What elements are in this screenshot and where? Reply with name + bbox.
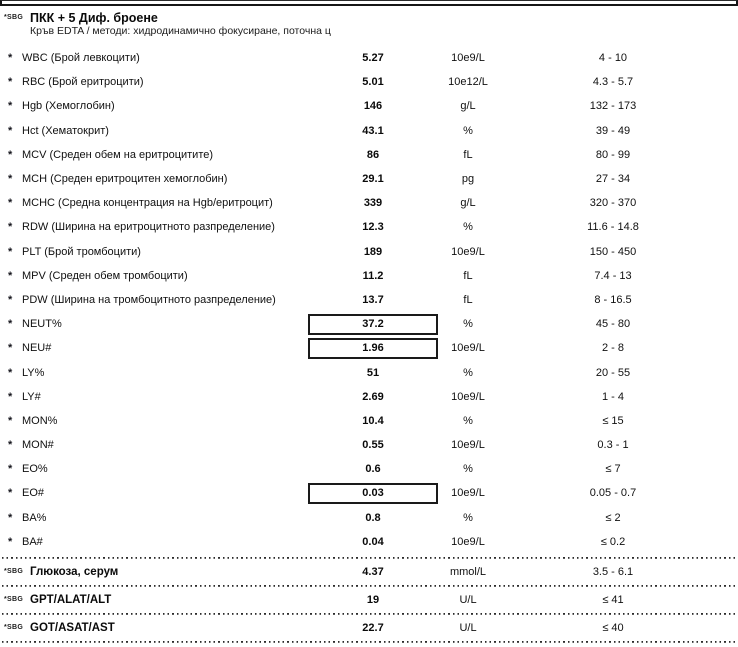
unit-label: fL [463, 148, 473, 161]
result-value: 5.27 [362, 52, 384, 65]
unit-label: % [463, 366, 473, 379]
result-value-cell [308, 215, 438, 239]
result-value-cell [308, 70, 438, 94]
unit-label: U/L [459, 621, 477, 634]
panel-title: ПКК + 5 Диф. броене [30, 10, 158, 25]
lab-result-row [0, 46, 738, 70]
lab-result-row [0, 433, 738, 457]
unit-label: 10e9/L [451, 487, 485, 500]
panel-header [0, 6, 738, 25]
reference-range: ≤ 15 [602, 414, 624, 427]
result-value: 37.2 [308, 314, 438, 335]
abnormal-flag: * [8, 487, 13, 500]
reference-range: ≤ 0.2 [600, 535, 626, 548]
result-value: 5.01 [362, 76, 384, 89]
parameter-name: NEU# [22, 342, 52, 355]
lab-code-badge: *SBG [4, 14, 24, 21]
result-value: 0.8 [365, 511, 381, 524]
parameter-name: Hct (Хематокрит) [22, 124, 109, 137]
result-value: 13.7 [362, 293, 384, 306]
abnormal-flag: * [8, 245, 13, 258]
chemistry-results-section [0, 557, 738, 643]
chemistry-result-row [0, 587, 738, 613]
test-name: GOT/ASAT/AST [30, 621, 115, 634]
abnormal-flag: * [8, 124, 13, 137]
abnormal-flag: * [8, 535, 13, 548]
result-value: 0.03 [308, 483, 438, 504]
specimen-method-note: Кръв EDTA / методи: хидродинамично фокусиране, поточна ц [30, 25, 331, 37]
result-value-cell [308, 264, 438, 288]
parameter-name: EO% [22, 463, 48, 476]
reference-range: 2 - 8 [601, 342, 624, 355]
parameter-name: PDW (Ширина на тромбоцитното разпределение) [22, 293, 276, 306]
result-value-cell [308, 559, 438, 585]
result-value: 11.2 [362, 269, 384, 282]
unit-label: fL [463, 293, 473, 306]
unit-label: 10e9/L [451, 390, 485, 403]
result-value-cell [308, 312, 438, 336]
reference-range: 11.6 - 14.8 [587, 221, 639, 234]
lab-result-row [0, 167, 738, 191]
reference-range: 7.4 - 13 [594, 269, 632, 282]
lab-result-row [0, 336, 738, 360]
result-value: 2.69 [362, 390, 384, 403]
lab-code-badge: *SBG [4, 596, 24, 604]
lab-result-row [0, 530, 738, 554]
abnormal-flag: * [8, 221, 13, 234]
lab-result-row [0, 215, 738, 239]
abnormal-flag: * [8, 100, 13, 113]
result-value: 146 [363, 100, 383, 113]
reference-range: ≤ 40 [602, 621, 624, 634]
lab-result-row [0, 191, 738, 215]
unit-label: 10e12/L [448, 76, 488, 89]
reference-range: ≤ 7 [605, 463, 621, 476]
parameter-name: RDW (Ширина на еритроцитното разпределение) [22, 221, 275, 234]
parameter-name: NEUT% [22, 318, 62, 331]
result-value: 0.55 [362, 439, 384, 452]
reference-range: 0.3 - 1 [597, 439, 629, 452]
result-value-cell [308, 457, 438, 481]
abnormal-flag: * [8, 76, 13, 89]
test-name: GPT/ALAT/ALT [30, 593, 112, 606]
abnormal-flag: * [8, 390, 13, 403]
result-value-cell [308, 191, 438, 215]
parameter-name: PLT (Брой тромбоцити) [22, 245, 141, 258]
abnormal-flag: * [8, 197, 13, 210]
reference-range: 45 - 80 [595, 318, 631, 331]
unit-label: % [463, 414, 473, 427]
result-value: 4.37 [362, 565, 384, 578]
unit-label: % [463, 221, 473, 234]
test-name: Глюкоза, серум [30, 565, 119, 578]
parameter-name: LY% [22, 366, 45, 379]
result-value: 189 [363, 245, 383, 258]
reference-range: 1 - 4 [601, 390, 624, 403]
lab-code-badge: *SBG [4, 624, 24, 632]
parameter-name: EO# [22, 487, 45, 500]
reference-range: 0.05 - 0.7 [589, 487, 637, 500]
reference-range: 3.5 - 6.1 [592, 565, 634, 578]
reference-range: 150 - 450 [589, 245, 637, 258]
lab-code-badge: *SBG [4, 568, 24, 576]
lab-result-row [0, 481, 738, 505]
parameter-name: MON% [22, 414, 58, 427]
reference-range: ≤ 41 [602, 593, 624, 606]
unit-label: 10e9/L [451, 52, 485, 65]
chemistry-result-row [0, 559, 738, 585]
result-value-cell [308, 119, 438, 143]
unit-label: U/L [459, 593, 477, 606]
cbc-results-table [0, 46, 738, 554]
abnormal-flag: * [8, 318, 13, 331]
abnormal-flag: * [8, 148, 13, 161]
result-value: 51 [366, 366, 380, 379]
parameter-name: Hgb (Хемоглобин) [22, 100, 115, 113]
abnormal-flag: * [8, 366, 13, 379]
unit-label: 10e9/L [451, 535, 485, 548]
lab-result-row [0, 288, 738, 312]
parameter-name: BA# [22, 535, 43, 548]
parameter-name: MON# [22, 439, 54, 452]
result-value: 86 [366, 148, 380, 161]
result-value-cell [308, 615, 438, 641]
result-value-cell [308, 336, 438, 360]
unit-label: % [463, 124, 473, 137]
reference-range: 80 - 99 [595, 148, 631, 161]
result-value-cell [308, 587, 438, 613]
dotted-divider [2, 641, 736, 643]
result-value-cell [308, 143, 438, 167]
result-value: 29.1 [362, 173, 384, 186]
lab-result-row [0, 457, 738, 481]
result-value: 0.04 [362, 535, 384, 548]
reference-range: 27 - 34 [595, 173, 631, 186]
unit-label: % [463, 463, 473, 476]
unit-label: g/L [460, 197, 476, 210]
result-value-cell [308, 409, 438, 433]
reference-range: ≤ 2 [605, 511, 621, 524]
result-value: 10.4 [362, 414, 384, 427]
result-value: 0.6 [365, 463, 381, 476]
abnormal-flag: * [8, 342, 13, 355]
abnormal-flag: * [8, 269, 13, 282]
reference-range: 132 - 173 [589, 100, 637, 113]
unit-label: % [463, 318, 473, 331]
result-value-cell [308, 433, 438, 457]
lab-result-row [0, 360, 738, 384]
result-value: 12.3 [362, 221, 384, 234]
abnormal-flag: * [8, 52, 13, 65]
lab-result-row [0, 385, 738, 409]
lab-result-row [0, 409, 738, 433]
result-value: 339 [363, 197, 383, 210]
lab-result-row [0, 312, 738, 336]
parameter-name: RBC (Брой еритроцити) [22, 76, 144, 89]
parameter-name: LY# [22, 390, 41, 403]
lab-result-row [0, 506, 738, 530]
parameter-name: MCV (Среден обем на еритроцитите) [22, 148, 214, 161]
abnormal-flag: * [8, 293, 13, 306]
unit-label: fL [463, 269, 473, 282]
abnormal-flag: * [8, 439, 13, 452]
abnormal-flag: * [8, 463, 13, 476]
unit-label: g/L [460, 100, 476, 113]
parameter-name: MCHC (Средна концентрация на Hgb/еритроцит) [22, 197, 273, 210]
reference-range: 4.3 - 5.7 [592, 76, 634, 89]
result-value-cell [308, 46, 438, 70]
result-value-cell [308, 288, 438, 312]
lab-result-row [0, 143, 738, 167]
reference-range: 20 - 55 [595, 366, 631, 379]
reference-range: 39 - 49 [595, 124, 631, 137]
parameter-name: BA% [22, 511, 47, 524]
result-value: 43.1 [362, 124, 384, 137]
result-value-cell [308, 481, 438, 505]
result-value-cell [308, 530, 438, 554]
unit-label: pg [461, 173, 475, 186]
parameter-name: WBC (Брой левкоцити) [22, 52, 140, 65]
chemistry-result-row [0, 615, 738, 641]
result-value-cell [308, 240, 438, 264]
result-value: 1.96 [308, 338, 438, 359]
lab-result-row [0, 264, 738, 288]
lab-result-row [0, 240, 738, 264]
result-value: 19 [366, 593, 380, 606]
lab-result-row [0, 119, 738, 143]
abnormal-flag: * [8, 173, 13, 186]
parameter-name: MPV (Среден обем тромбоцити) [22, 269, 188, 282]
unit-label: 10e9/L [451, 245, 485, 258]
reference-range: 320 - 370 [589, 197, 637, 210]
abnormal-flag: * [8, 511, 13, 524]
abnormal-flag: * [8, 414, 13, 427]
unit-label: mmol/L [449, 565, 487, 578]
reference-range: 4 - 10 [598, 52, 628, 65]
result-value-cell [308, 167, 438, 191]
result-value-cell [308, 94, 438, 118]
unit-label: 10e9/L [451, 342, 485, 355]
unit-label: 10e9/L [451, 439, 485, 452]
result-value-cell [308, 360, 438, 384]
result-value-cell [308, 385, 438, 409]
lab-result-row [0, 94, 738, 118]
reference-range: 8 - 16.5 [594, 293, 632, 306]
parameter-name: MCH (Среден еритроцитен хемоглобин) [22, 173, 228, 186]
lab-result-row [0, 70, 738, 94]
result-value-cell [308, 506, 438, 530]
unit-label: % [463, 511, 473, 524]
result-value: 22.7 [362, 621, 384, 634]
